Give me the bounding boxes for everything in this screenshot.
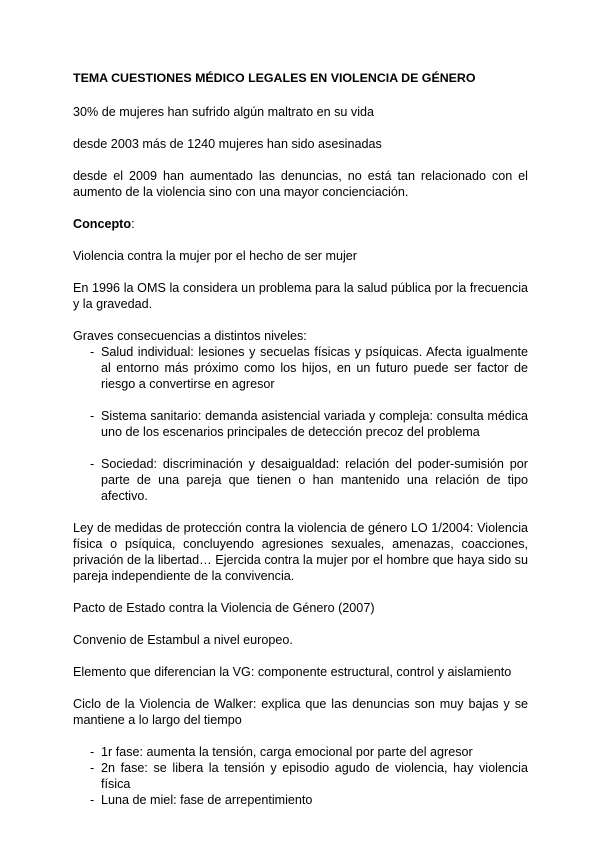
concepto-heading-colon: : [131, 217, 135, 231]
dash-bullet: - [90, 345, 95, 359]
paragraph-denuncias: desde el 2009 han aumentado las denuncias, no está tan relacionado con el aumento de la violencia sino con una mayor concienciación. [73, 169, 528, 199]
list-item [73, 760, 528, 792]
paragraph-consecuencias: Graves consecuencias a distintos niveles: [73, 329, 307, 343]
paragraph-elemento: Elemento que diferencian la VG: componente estructural, control y aislamiento [73, 665, 512, 679]
paragraph-oms: En 1996 la OMS la considera un problema para la salud pública por la frecuencia y la gravedad. [73, 281, 528, 311]
paragraph-walker: Ciclo de la Violencia de Walker: explica que las denuncias son muy bajas y se mantiene a lo largo del tiempo [73, 697, 528, 727]
paragraph-pacto: Pacto de Estado contra la Violencia de Género (2007) [73, 601, 375, 615]
dash-bullet: - [90, 761, 95, 775]
list-item-text: Luna de miel: fase de arrepentimiento [101, 793, 313, 807]
ciclo-list [73, 744, 528, 808]
paragraph-ley: Ley de medidas de protección contra la violencia de género LO 1/2004: Violencia física o psíquica, concluyendo agresiones sexuales, amenazas, coacciones, privación de la libertad… Ejercida contra la mujer por el hombre que haya sido su pareja independiente de la convivencia. [73, 521, 528, 583]
list-item [73, 408, 528, 440]
list-item-text: Salud individual: lesiones y secuelas físicas y psíquicas. Afecta igualmente al entorno más próximo como los hijos, en un futuro puede ser factor de riesgo a convertirse en agresor [101, 345, 528, 391]
dash-bullet: - [90, 793, 95, 807]
concepto-heading-text: Concepto [73, 217, 132, 231]
consecuencias-list [73, 344, 528, 504]
document-page [73, 70, 528, 808]
paragraph-maltrato-text: de mujeres han sufrido algún maltrato en su vida [98, 105, 375, 119]
paragraph-asesinadas: desde 2003 más de 1240 mujeres han sido asesinadas [73, 137, 382, 151]
list-item [73, 456, 528, 504]
document-title: TEMA CUESTIONES MÉDICO LEGALES EN VIOLENCIA DE GÉNERO [73, 71, 476, 85]
paragraph-definicion: Violencia contra la mujer por el hecho de ser mujer [73, 249, 357, 263]
list-item-text: Sociedad: discriminación y desaigualdad: relación del poder-sumisión por parte de una pareja que tienen o han mantenido una relación de tipo afectivo. [101, 457, 528, 503]
dash-bullet: - [90, 409, 95, 423]
dash-bullet: - [90, 457, 95, 471]
paragraph-convenio: Convenio de Estambul a nivel europeo. [73, 633, 293, 647]
list-item-text: 2n fase: se libera la tensión y episodio agudo de violencia, hay violencia física [101, 761, 528, 791]
list-item [73, 344, 528, 392]
percentage-value: 30% [73, 105, 99, 119]
list-item [73, 744, 528, 760]
paragraph-maltrato [73, 104, 528, 120]
dash-bullet: - [90, 745, 95, 759]
list-item-text: Sistema sanitario: demanda asistencial variada y compleja: consulta médica uno de los escenarios principales de detección precoz del problema [101, 409, 528, 439]
concepto-heading [73, 216, 528, 232]
list-item-text: 1r fase: aumenta la tensión, carga emocional por parte del agresor [101, 745, 473, 759]
list-item [73, 792, 528, 808]
